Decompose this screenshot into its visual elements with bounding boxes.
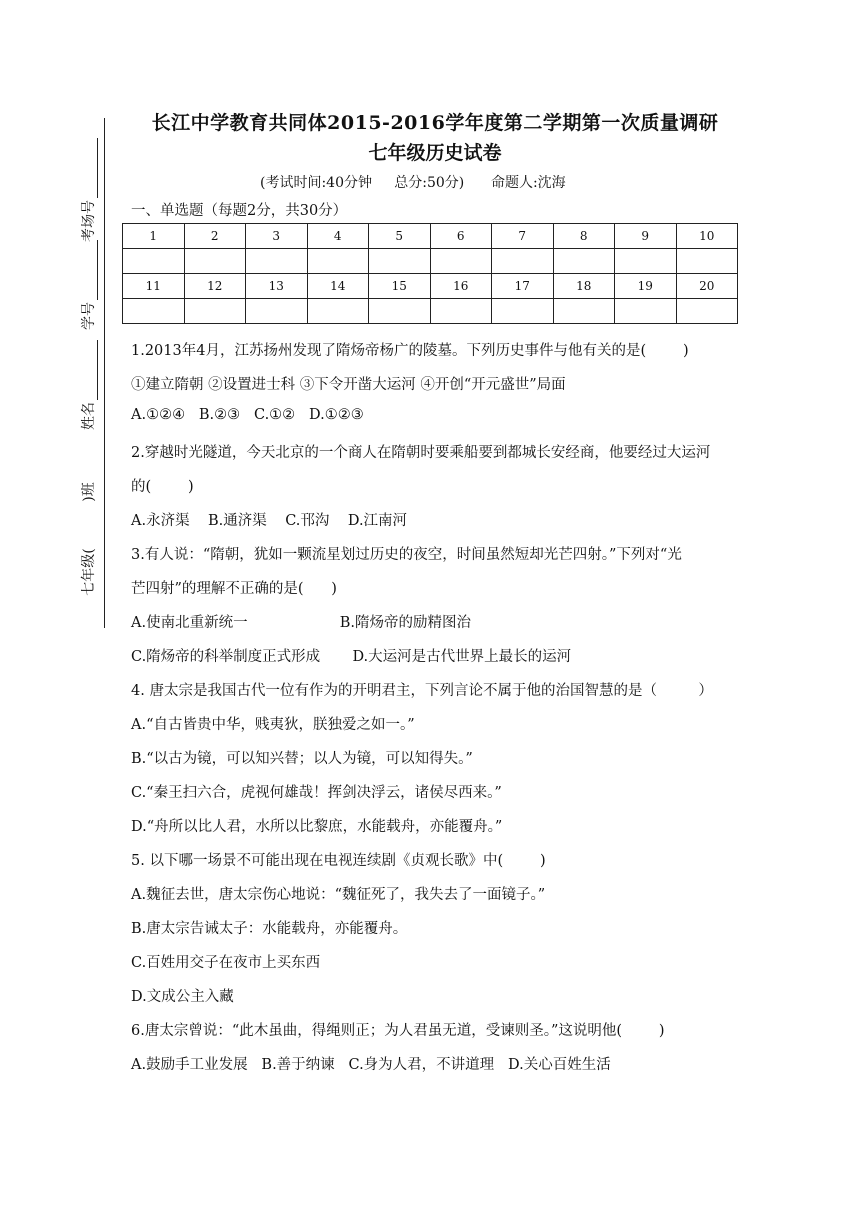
answer-cell[interactable] — [307, 299, 369, 324]
answer-cell[interactable] — [492, 299, 554, 324]
student-no-field — [78, 240, 98, 330]
question-5-option-d: D.文成公主入藏 — [131, 989, 234, 1005]
answer-cell[interactable] — [676, 249, 738, 274]
answer-cell[interactable] — [246, 249, 308, 274]
binding-line — [104, 118, 105, 628]
answer-number: 2 — [184, 224, 246, 249]
answer-cell[interactable] — [369, 299, 431, 324]
question-4-option-c: C.“秦王扫六合，虎视何雄哉！挥剑决浮云，诸侯尽西来。” — [131, 785, 502, 801]
answer-number: 1 — [123, 224, 185, 249]
page-title: 长江中学教育共同体2015-2016学年度第二学期第一次质量调研 — [151, 112, 719, 134]
question-2-stem: 2.穿越时光隧道，今天北京的一个商人在隋朝时要乘船要到都城长安经商，他要经过大运河 — [131, 445, 711, 461]
question-4-option-b: B.“以古为镜，可以知兴替；以人为镜，可以知得失。” — [131, 751, 473, 767]
question-3-stem: 3.有人说：“隋朝，犹如一颗流星划过历史的夜空，时间虽然短却光芒四射。”下列对“光 — [131, 547, 682, 563]
grade-field — [78, 548, 98, 595]
answer-number: 3 — [246, 224, 308, 249]
answer-number: 4 — [307, 224, 369, 249]
question-1-options: A.①②④ B.②③ C.①② D.①②③ — [131, 407, 364, 423]
answer-number: 15 — [369, 274, 431, 299]
exam-room-label: 考场号 — [81, 200, 97, 242]
answer-cell[interactable] — [123, 249, 185, 274]
answer-number: 17 — [492, 274, 554, 299]
answer-number-row — [123, 274, 738, 299]
exam-meta: (考试时间:40分钟 总分:50分) 命题人:沈海 — [260, 175, 566, 191]
student-no-blank[interactable] — [83, 240, 98, 300]
question-1-items: ①建立隋朝 ②设置进士科 ③下令开凿大运河 ④开创“开元盛世”局面 — [131, 377, 566, 393]
grade-label: 七年级( — [81, 548, 97, 596]
question-3-options-cd: C.隋炀帝的科举制度正式形成 D.大运河是古代世界上最长的运河 — [131, 649, 572, 665]
answer-number-row — [123, 224, 738, 249]
question-5-option-b: B.唐太宗告诫太子：水能载舟，亦能覆舟。 — [131, 921, 408, 937]
answer-cell[interactable] — [430, 299, 492, 324]
question-4-option-a: A.“自古皆贵中华，贱夷狄，朕独爱之如一。” — [131, 717, 415, 733]
question-6-options: A.鼓励手工业发展 B.善于纳谏 C.身为人君，不讲道理 D.关心百姓生活 — [131, 1057, 611, 1073]
answer-cell[interactable] — [184, 299, 246, 324]
answer-cell[interactable] — [430, 249, 492, 274]
answer-number: 16 — [430, 274, 492, 299]
answer-blank-row — [123, 299, 738, 324]
answer-cell[interactable] — [184, 249, 246, 274]
answer-number: 6 — [430, 224, 492, 249]
answer-cell[interactable] — [492, 249, 554, 274]
answer-number: 9 — [615, 224, 677, 249]
question-6-stem: 6.唐太宗曾说：“此木虽曲，得绳则正；为人君虽无道，受谏则圣。”这说明他( ) — [131, 1023, 665, 1039]
answer-number: 20 — [676, 274, 738, 299]
answer-blank-row — [123, 249, 738, 274]
answer-cell[interactable] — [676, 299, 738, 324]
question-5-option-c: C.百姓用交子在夜市上买东西 — [131, 955, 321, 971]
answer-number: 11 — [123, 274, 185, 299]
question-2-options: A.永济渠 B.通济渠 C.邗沟 D.江南河 — [131, 513, 408, 529]
answer-cell[interactable] — [307, 249, 369, 274]
class-label: )班 — [81, 482, 97, 502]
answer-cell[interactable] — [553, 299, 615, 324]
answer-cell[interactable] — [615, 249, 677, 274]
answer-number: 7 — [492, 224, 554, 249]
answer-cell[interactable] — [615, 299, 677, 324]
answer-cell[interactable] — [246, 299, 308, 324]
answer-number: 5 — [369, 224, 431, 249]
answer-cell[interactable] — [123, 299, 185, 324]
name-field — [78, 340, 98, 430]
question-3-options-ab: A.使南北重新统一 B.隋炀帝的励精图治 — [131, 615, 472, 631]
answer-number: 19 — [615, 274, 677, 299]
name-label: 姓名 — [81, 402, 97, 430]
question-5-option-a: A.魏征去世，唐太宗伤心地说：“魏征死了，我失去了一面镜子。” — [131, 887, 546, 903]
page-subtitle: 七年级历史试卷 — [368, 142, 502, 164]
answer-number: 10 — [676, 224, 738, 249]
answer-number: 14 — [307, 274, 369, 299]
answer-cell[interactable] — [553, 249, 615, 274]
answer-number: 18 — [553, 274, 615, 299]
answer-table — [122, 223, 738, 324]
answer-number: 13 — [246, 274, 308, 299]
answer-number: 8 — [553, 224, 615, 249]
question-3-stem-cont: 芒四射”的理解不正确的是( ) — [131, 581, 337, 597]
answer-cell[interactable] — [369, 249, 431, 274]
question-2-stem-cont: 的( ) — [131, 479, 194, 495]
answer-number: 12 — [184, 274, 246, 299]
question-4-option-d: D.“舟所以比人君，水所以比黎庶，水能载舟，亦能覆舟。” — [131, 819, 503, 835]
section-heading: 一、单选题（每题2分，共30分） — [131, 203, 348, 219]
question-5-stem: 5. 以下哪一场景不可能出现在电视连续剧《贞观长歌》中( ) — [131, 853, 546, 869]
class-field — [78, 482, 98, 501]
name-blank[interactable] — [83, 340, 98, 400]
student-no-label: 学号 — [81, 302, 97, 330]
question-4-stem: 4. 唐太宗是我国古代一位有作为的开明君主，下列言论不属于他的治国智慧的是（ ） — [131, 683, 713, 699]
question-1-stem: 1.2013年4月，江苏扬州发现了隋炀帝杨广的陵墓。下列历史事件与他有关的是( ) — [131, 343, 689, 359]
